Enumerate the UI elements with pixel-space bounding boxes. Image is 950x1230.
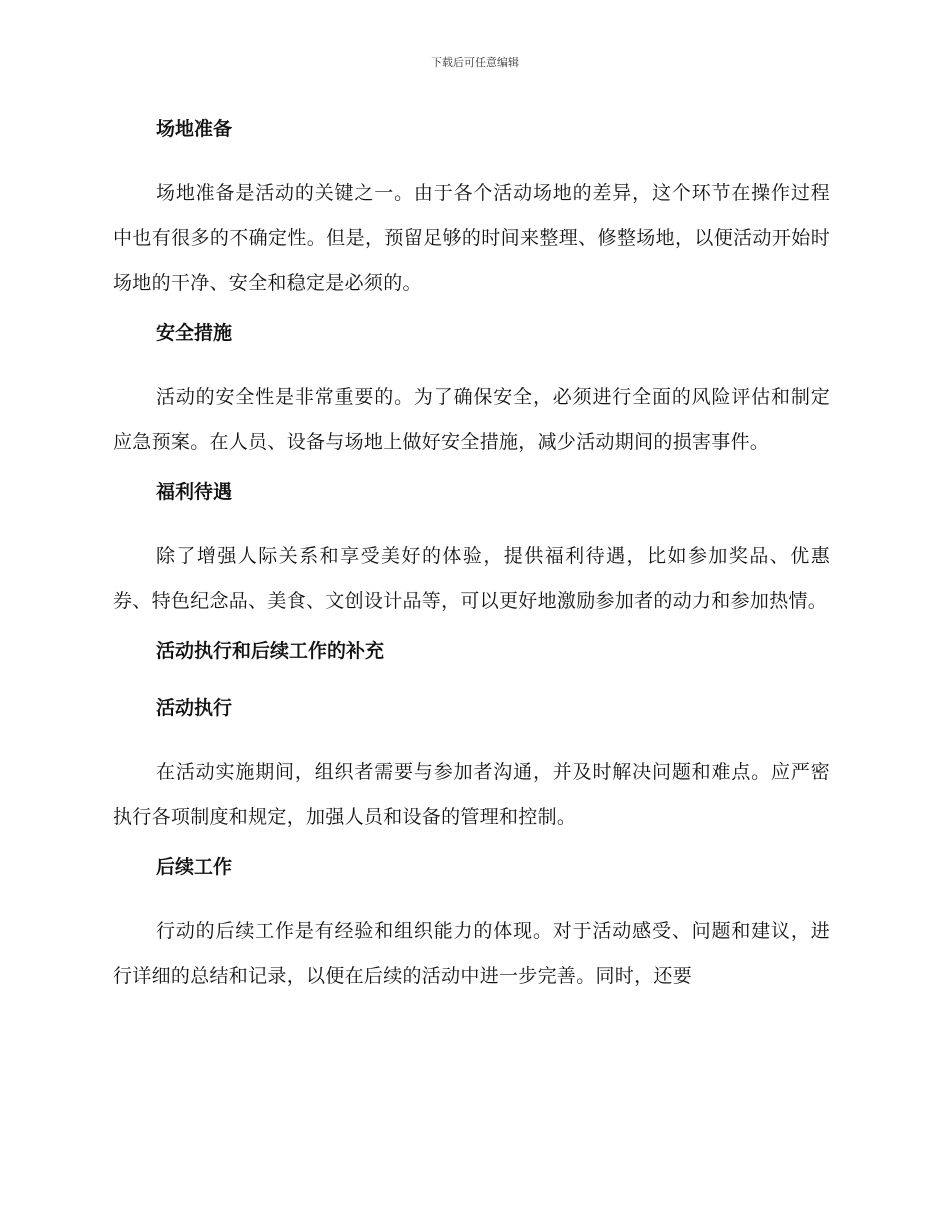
- document-body: [113, 114, 830, 1011]
- section-heading-venue-prep: 场地准备: [156, 118, 233, 140]
- section-heading-followup: 后续工作: [156, 856, 233, 878]
- section-heading-safety: 安全措施: [156, 322, 233, 344]
- section-paragraph-execution: 在活动实施期间，组织者需要与参加者沟通，并及时解决问题和难点。应严密执行各项制度和规定，加强人员和设备的管理和控制。: [113, 761, 830, 828]
- section-heading-execution-followup: 活动执行和后续工作的补充: [156, 640, 385, 662]
- section-paragraph-venue-prep: 场地准备是活动的关键之一。由于各个活动场地的差异，这个环节在操作过程中也有很多的不确定性。但是，预留足够的时间来整理、修整场地，以便活动开始时场地的干净、安全和稳定是必须的。: [113, 182, 830, 294]
- page-header: 下载后可任意编辑: [431, 56, 519, 69]
- section-paragraph-safety: 活动的安全性是非常重要的。为了确保安全，必须进行全面的风险评估和制定应急预案。在人员、设备与场地上做好安全措施，减少活动期间的损害事件。: [113, 386, 830, 453]
- section-heading-execution: 活动执行: [156, 697, 233, 719]
- section-paragraph-benefits: 除了增强人际关系和享受美好的体验，提供福利待遇，比如参加奖品、优惠券、特色纪念品、美食、文创设计品等，可以更好地激励参加者的动力和参加热情。: [113, 545, 830, 612]
- section-heading-benefits: 福利待遇: [156, 481, 233, 503]
- section-paragraph-followup: 行动的后续工作是有经验和组织能力的体现。对于活动感受、问题和建议，进行详细的总结和记录，以便在后续的活动中进一步完善。同时，还要: [113, 920, 830, 987]
